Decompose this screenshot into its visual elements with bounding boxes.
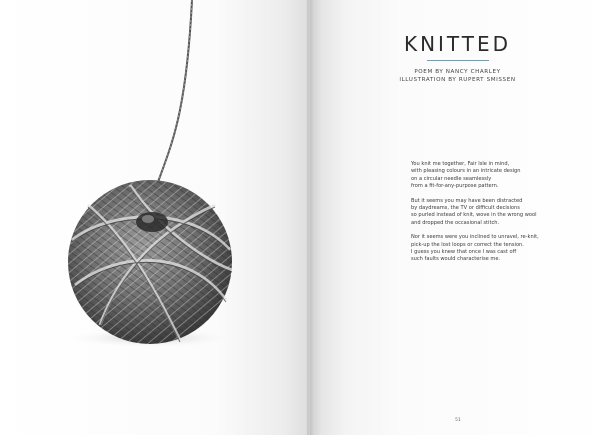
title-rule — [427, 60, 489, 61]
illustration-credit: ILLUSTRATION BY RUPERT SMISSEN — [399, 77, 516, 83]
poem-line: on a circular needle seamlessly — [411, 175, 492, 182]
stanza — [411, 161, 586, 191]
poem-line: from a fit-for-any-purpose pattern. — [411, 183, 499, 190]
poem-body — [411, 161, 586, 271]
poem-line: such faults would characterise me. — [411, 256, 501, 263]
poem-line: by daydreams, the TV or difficult decisions — [411, 205, 520, 212]
poem-line: and dropped the occasional stitch. — [411, 219, 500, 226]
poem-line: Nor it seems were you inclined to unravel, re-knit, — [411, 234, 539, 241]
page-number: 51 — [455, 418, 461, 423]
poem-line: so purled instead of knit, wove in the wrong wool — [411, 212, 537, 219]
ball-of-yarn-icon — [40, 0, 300, 380]
poem-credit: POEM BY NANCY CHARLEY — [414, 69, 501, 75]
poem-title: KNITTED — [403, 32, 512, 56]
stanza — [411, 234, 586, 264]
poem-line: pick-up the lost loops or correct the tension. — [411, 241, 524, 248]
poem-line: I guess you knew that once I was cast off — [411, 249, 517, 256]
poem-line: with pleasing colours in an intricate design — [411, 168, 521, 175]
poem-line: You knit me together, Fair Isle in mind, — [411, 161, 510, 167]
stanza — [411, 198, 586, 228]
page-gutter — [307, 0, 313, 435]
poem-line: But it seems you may have been distracted — [411, 197, 523, 204]
